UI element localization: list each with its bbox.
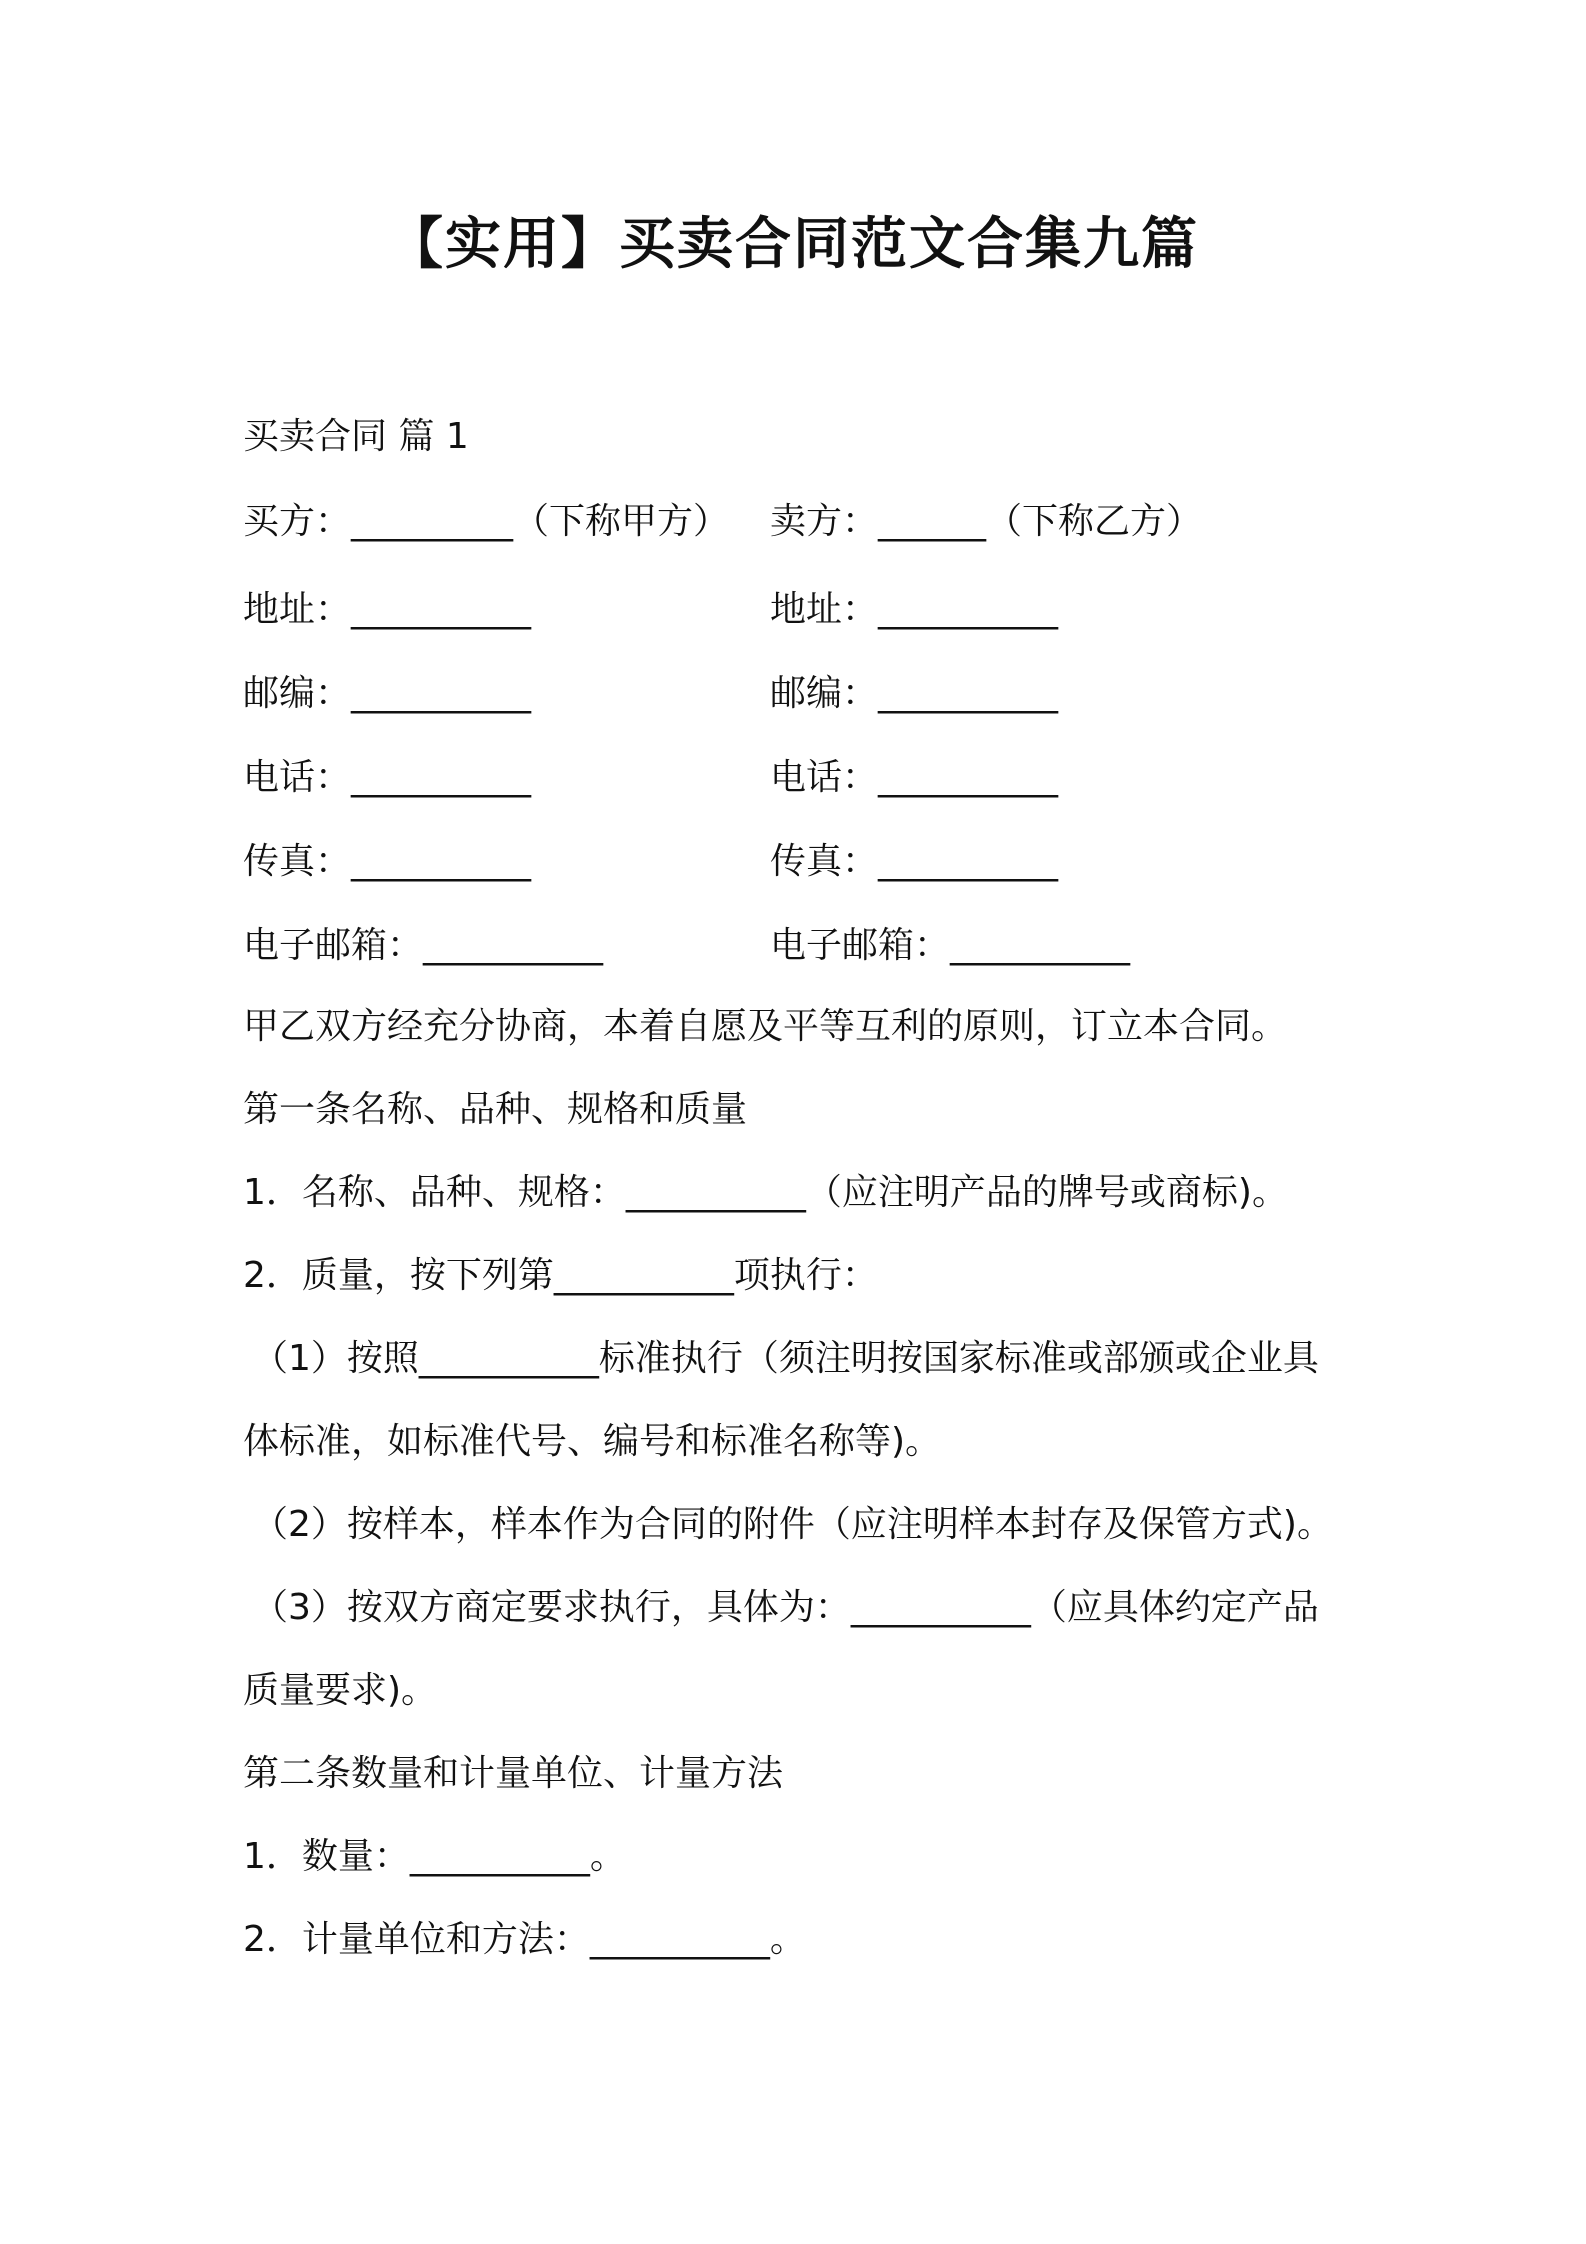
paragraph: 质量要求)。: [243, 1670, 438, 1711]
seller-phone-field: 电话：__________: [770, 757, 1059, 798]
buyer-postcode-field: 邮编：__________: [243, 673, 532, 714]
buyer-fax-field: 传真：__________: [243, 841, 532, 882]
paragraph: 1．名称、品种、规格：__________（应注明产品的牌号或商标)。: [243, 1172, 1288, 1213]
paragraph: （2）按样本，样本作为合同的附件（应注明样本封存及保管方式)。: [252, 1504, 1333, 1545]
article-heading: 第一条名称、品种、规格和质量: [243, 1089, 748, 1130]
seller-fax-field: 传真：__________: [770, 841, 1059, 882]
seller-line: 卖方：______（下称乙方）: [770, 501, 1203, 542]
buyer-email-field: 电子邮箱：__________: [243, 925, 604, 966]
seller-email-field: 电子邮箱：__________: [770, 925, 1131, 966]
paragraph: 1．数量：__________。: [243, 1836, 626, 1877]
buyer-line: 买方：_________（下称甲方）: [243, 501, 730, 542]
section-heading: 买卖合同 篇 1: [243, 416, 469, 457]
article-heading: 第二条数量和计量单位、计量方法: [243, 1753, 784, 1794]
document-title: 【实用】买卖合同范文合集九篇: [387, 212, 1199, 277]
buyer-phone-field: 电话：__________: [243, 757, 532, 798]
paragraph: 2．计量单位和方法：__________。: [243, 1919, 806, 1960]
paragraph: 甲乙双方经充分协商，本着自愿及平等互利的原则，订立本合同。: [243, 1006, 1288, 1047]
buyer-address-field: 地址：__________: [243, 589, 532, 630]
paragraph: （1）按照__________标准执行（须注明按国家标准或部颁或企业具: [252, 1338, 1319, 1379]
seller-postcode-field: 邮编：__________: [770, 673, 1059, 714]
seller-address-field: 地址：__________: [770, 589, 1059, 630]
paragraph: （3）按双方商定要求执行，具体为：__________（应具体约定产品: [252, 1587, 1319, 1628]
paragraph: 2．质量，按下列第__________项执行：: [243, 1255, 878, 1296]
paragraph: 体标准，如标准代号、编号和标准名称等)。: [243, 1421, 942, 1462]
